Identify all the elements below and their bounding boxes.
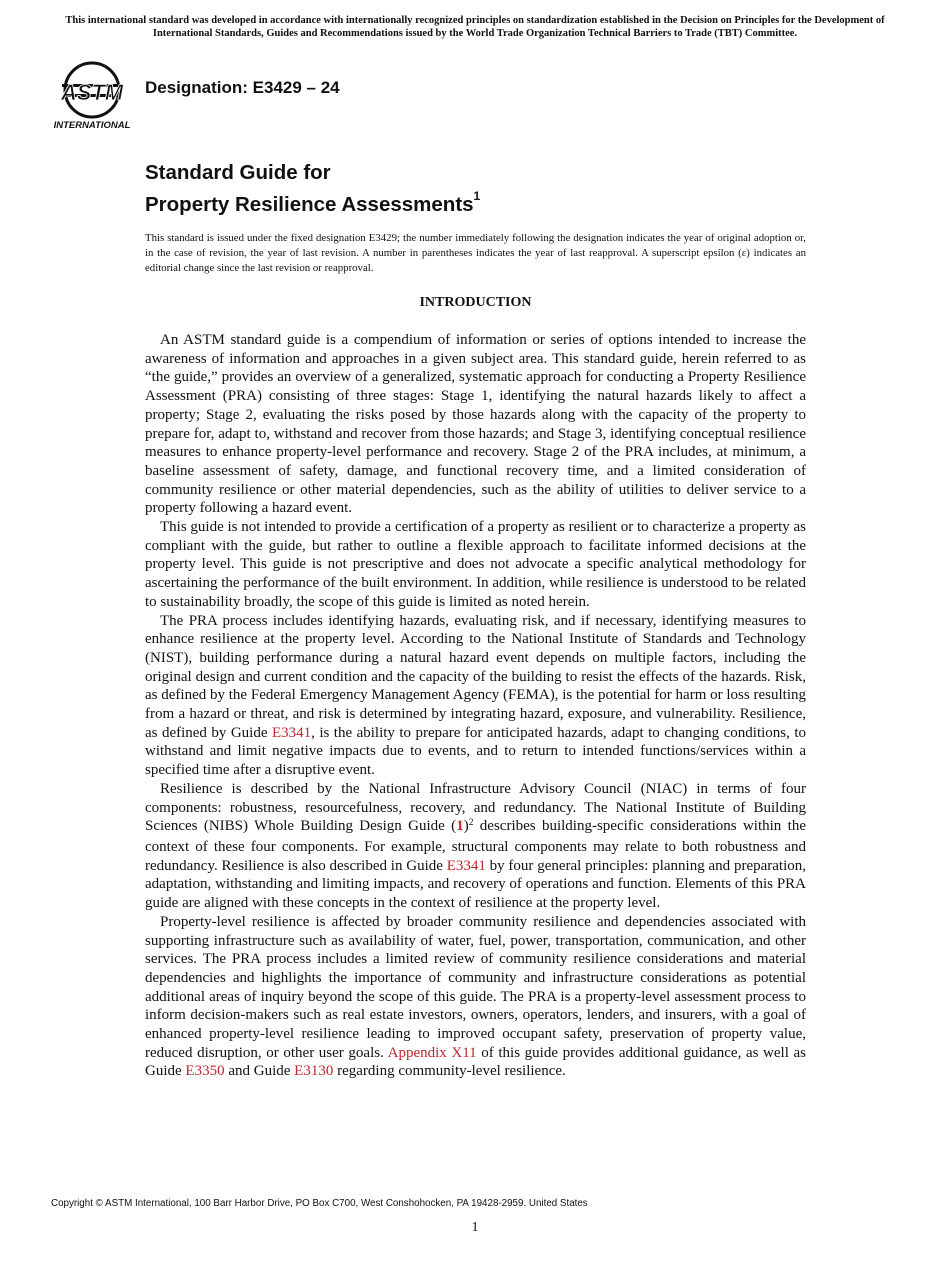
p4-text-b: ) xyxy=(463,818,469,835)
link-e3350[interactable]: E3350 xyxy=(185,1063,225,1080)
p5-text-a: Property-level resilience is affected by broader community resilience and dependencies associated with supporting infrastructure such as availability of water, fuel, power, transportation, communication, and other services. The PRA process includes a limited review of community resilience considerations and material dependencies and highlights the importance of community and infrastructure considerations as potential additional areas of inquiry beyond the scope of this guide. The PRA is a property-level assessment process to inform decision-makers such as real estate investors, owners, operators, lenders, and insurers, with a goal of enhanced property-level resilience leading to improved occupant safety, preservation of property value, reduced disruption, or other user goals. xyxy=(145,913,806,1061)
p4-text-d: by four general principles: planning and preparation, adaptation, withstanding and limiting impacts, and recovery of operations and function. Elements of this PRA guide are aligned with these concepts in the context of resilience at the property level. xyxy=(145,857,806,912)
footnote-2-mark[interactable]: 2 xyxy=(468,818,474,829)
link-e3130[interactable]: E3130 xyxy=(294,1063,334,1080)
introduction-heading: INTRODUCTION xyxy=(419,295,532,310)
astm-logo-letters: ASTM xyxy=(60,80,124,105)
link-appendix-x11[interactable]: Appendix X11 xyxy=(387,1044,477,1061)
p5-text-d: regarding community-level resilience. xyxy=(333,1063,566,1080)
intro-paragraph-3 xyxy=(145,612,806,780)
document-title xyxy=(145,160,480,218)
introduction-body xyxy=(145,331,806,1081)
issued-note: This standard is issued under the fixed designation E3429; the number immediately following the designation indicates the year of original adoption or, in the case of revision, the year of last revision. A number in parentheses indicates the year of last reapproval. A superscript epsilon (ε) indicates an editorial change since the last revision or reapproval. xyxy=(145,232,806,274)
intro-paragraph-2: This guide is not intended to provide a certification of a property as resilient or to characterize a property as compliant with the guide, but rather to outline a flexible approach to facilitate informed decisions at the property level. This guide is not prescriptive and does not advocate a specific analytical methodology for ascertaining the performance of the built environment. In addition, while resilience is understood to be related to sustainability broadly, the scope of this guide is limited as noted herein. xyxy=(145,519,807,610)
p4-text-a: Resilience is described by the National Infrastructure Advisory Council (NIAC) in terms of four components: robustness, resourcefulness, recovery, and redundancy. The National Institute of Building Sciences (NIBS) Whole Building Design Guide ( xyxy=(145,780,806,835)
p3-text-a: The PRA process includes identifying hazards, evaluating risk, and if necessary, identifying measures to enhance resilience at the property level. According to the National Institute of Standards and Technology (NIST), building performance during a natural hazard event depends on multiple factors, including the original design and current condition and the capacity of the building to resist the effects of the hazards. Risk, as defined by the Federal Emergency Management Agency (FEMA), is the potential for harm or loss resulting from a hazard or threat, and risk is determined by integrating hazard, exposure, and vulnerability. Resilience, as defined by Guide xyxy=(145,612,806,741)
reference-1-link[interactable]: 1 xyxy=(456,818,464,835)
p5-text-c: and Guide xyxy=(224,1063,295,1080)
p5-text-b: of this guide provides additional guidance, as well as Guide xyxy=(145,1044,806,1080)
copyright-notice: Copyright © ASTM International, 100 Barr Harbor Drive, PO Box C700, West Conshohocken, PA 19428-2959. United States xyxy=(51,1198,588,1209)
link-e3341-2[interactable]: E3341 xyxy=(446,857,486,874)
page-number: 1 xyxy=(471,1220,479,1235)
intro-paragraph-4 xyxy=(145,780,806,913)
astm-logo xyxy=(52,56,136,132)
p3-text-b: , is the ability to prepare for anticipated hazards, adapt to changing conditions, to withstand and limit negative impacts due to events, and to return to intended functions/services within a specified time after a disruptive event. xyxy=(145,724,807,779)
intro-paragraph-1: An ASTM standard guide is a compendium of information or series of options intended to increase the awareness of information and approaches in a given subject area. This standard guide, herein referred to as “the guide,” provides an overview of a generalized, systematic approach for conducting a Property Resilience Assessment (PRA) consisting of three stages: Stage 1, identifying the natural hazards likely to affect a property; Stage 2, evaluating the risks posed by those hazards along with the capacity of the property to prepare for, adapt to, withstand and recover from those hazards; and Stage 3, identifying conceptual resilience measures to enhance property-level performance and recovery. Stage 2 of the PRA includes, at minimum, a baseline assessment of safety, damage, and functional recovery time, and a limited consideration of community resilience or other material dependencies, such as the ability of utilities to deliver service to a property following a hazard event. xyxy=(145,332,806,517)
p4-text-c: describes building-specific considerations within the context of these four components. For example, structural components may relate to both robustness and redundancy. Resilience is also described in Guide xyxy=(145,818,806,874)
title-line-1: Standard Guide for xyxy=(145,161,331,184)
title-footnote-mark[interactable]: 1 xyxy=(473,189,481,203)
title-line-2 xyxy=(145,186,480,218)
designation: Designation: E3429 – 24 xyxy=(145,78,340,97)
intro-paragraph-5 xyxy=(145,913,806,1081)
title-line-2-text: Property Resilience Assessments xyxy=(145,192,474,216)
tbt-notice: This international standard was developed in accordance with internationally recognized principles on standardization established in the Decision on Principles for the Development of International Standards, Guides and Recommendations issued by the World Trade Organization Technical Barriers to Trade (TBT) Committee. xyxy=(65,15,885,39)
astm-logo-international: INTERNATIONAL xyxy=(53,120,131,131)
link-e3341[interactable]: E3341 xyxy=(271,724,312,741)
